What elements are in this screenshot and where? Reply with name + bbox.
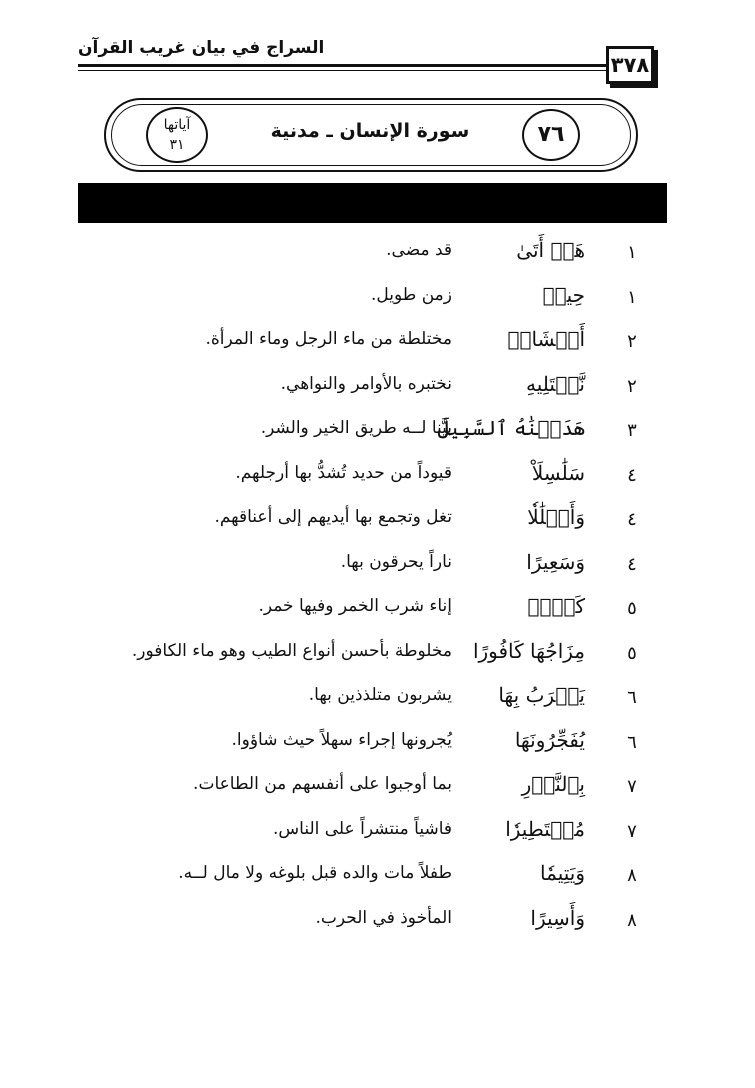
entry-row [0,505,755,545]
quranic-word: يَشۡرَبُ بِهَا [498,683,585,707]
verse-number: ٥ [627,642,637,664]
verse-number: ٦ [627,687,637,708]
entry-row [0,283,755,323]
verse-number: ٨ [627,865,637,886]
entry-row [0,461,755,501]
entry-row [0,372,755,412]
entry-row [0,550,755,590]
quranic-word: هَلۡ أَتَىٰ [516,238,585,262]
word-meaning: إناء شرب الخمر وفيها خمر. [258,596,452,616]
entry-row [0,861,755,901]
verse-number: ٨ [627,909,637,931]
word-meaning: مختلطة من ماء الرجل وماء المرأة. [205,329,452,349]
quranic-word: وَأَغۡلَٰلٗا [527,505,585,529]
word-meaning: زمن طويل. [371,284,452,305]
ayat-label: آياتها [163,117,191,133]
quranic-word: حِينٞ [542,282,585,307]
quranic-word: أَمۡشَاجٖ [507,327,585,351]
ayat-count: ٣١ [169,137,185,153]
verse-number: ٧ [627,820,637,842]
running-header [78,36,668,72]
quranic-word: وَيَتِيمٗا [540,861,585,885]
header-rule-thick [78,64,608,67]
word-meaning: المأخوذ في الحرب. [315,907,452,928]
word-meaning: فاشياً منتشراً على الناس. [272,818,452,839]
verse-number: ٤ [627,464,637,486]
quranic-word: سَلَٰسِلَاْ [531,460,585,485]
quranic-word: كَأۡسٖ [527,594,585,618]
quranic-word: مِزَاجُهَا كَافُورًا [472,638,585,663]
quranic-word: هَدَيۡنَٰهُ ٱلسَّبِيلَ [437,416,585,440]
quranic-word: مُسۡتَطِيرٗا [505,816,585,841]
word-meaning: نختبره بالأوامر والنواهي. [280,373,452,394]
word-meaning: يشربون متلذذين بها. [308,685,452,705]
quranic-word: بِٱلنَّذۡرِ [521,772,585,796]
word-meaning: بيَّنا لــه طريق الخير والشر. [260,418,452,438]
verse-number: ٣ [627,420,637,441]
verse-number: ٢ [627,331,637,352]
word-meaning: ناراً يحرقون بها. [340,551,452,572]
book-title: السراج في بيان غريب القرآن [78,38,325,58]
entry-row [0,327,755,367]
word-meaning: قد مضى. [386,240,452,260]
quranic-word: وَسَعِيرًا [526,549,585,574]
word-meaning: يُجرونها إجراء سهلاً حيث شاؤوا. [231,729,452,750]
word-meaning: طفلاً مات والده قبل بلوغه ولا مال لــه. [178,863,452,883]
quranic-word: وَأَسِيرًا [530,905,585,930]
quranic-word: يُفَجِّرُونَهَا [514,727,585,752]
word-meaning: تغل وتجمع بها أيديهم إلى أعناقهم. [214,507,452,527]
word-meaning: قيوداً من حديد تُشدُّ بها أرجلهم. [235,462,452,483]
verse-number: ٤ [627,509,637,530]
ayat-count-badge [146,107,208,163]
quranic-word: نَّبۡتَلِيهِ [526,371,585,396]
surah-number: ٧٦ [522,109,580,161]
verse-number: ٥ [627,598,637,619]
entry-row [0,683,755,723]
entry-row [0,416,755,456]
entry-row [0,906,755,946]
entry-row [0,238,755,278]
surah-title: سورة الإنسان ـ مدنية [270,120,470,142]
verse-number: ٢ [627,375,637,397]
entry-row [0,639,755,679]
black-banner [78,183,667,223]
entry-row [0,594,755,634]
entry-row [0,772,755,812]
verse-number: ٦ [627,731,637,753]
verse-number: ١ [627,242,637,263]
header-rule-thin [78,70,608,71]
page-number: ٣٧٨ [606,46,654,84]
entry-row [0,817,755,857]
word-meaning: بما أوجبوا على أنفسهم من الطاعات. [193,774,452,794]
entry-row [0,728,755,768]
verse-number: ٤ [627,553,637,575]
word-meaning: مخلوطة بأحسن أنواع الطيب وهو ماء الكافور. [131,640,452,661]
verse-number: ١ [627,286,637,308]
verse-number: ٧ [627,776,637,797]
